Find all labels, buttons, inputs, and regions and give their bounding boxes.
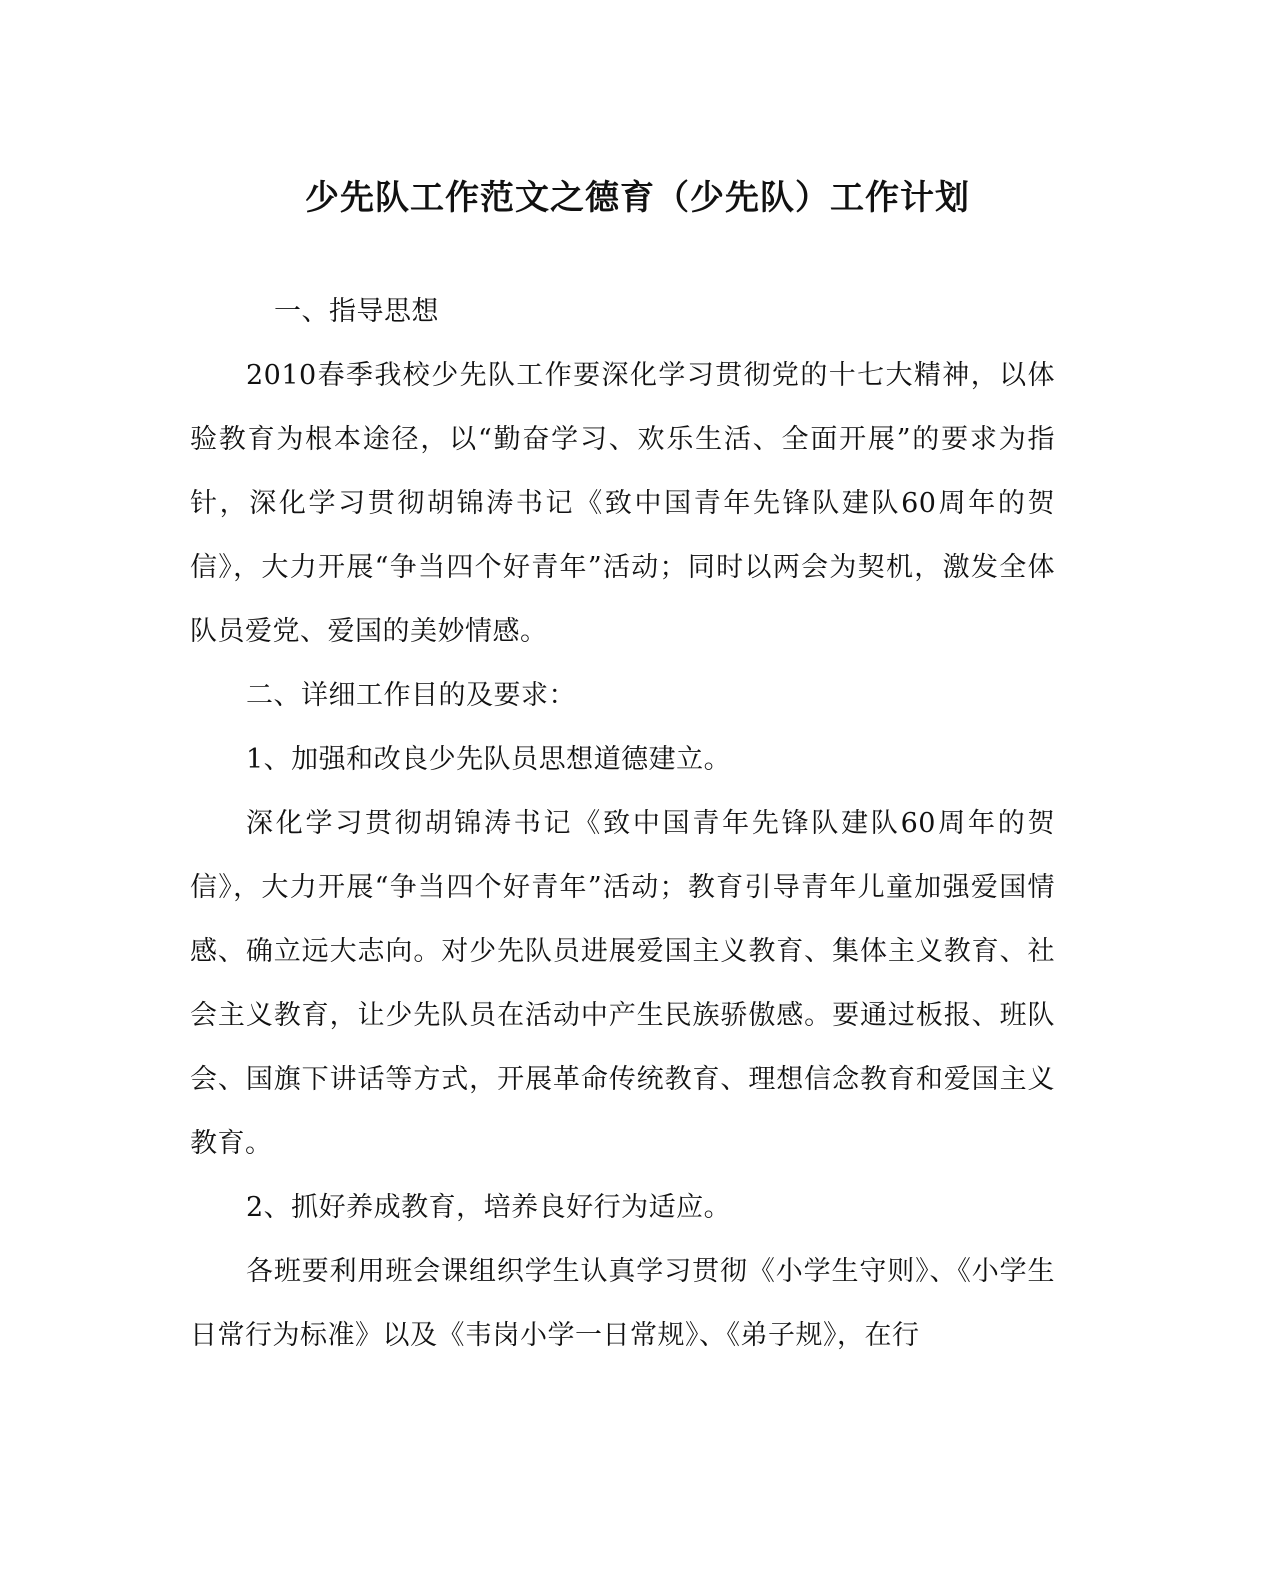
section-heading-goals: 二、详细工作目的及要求：	[246, 680, 576, 711]
paragraph-overview: 2010春季我校少先队工作要深化学习贯彻党的十七大精神，以体验教育为根本途径，以“勤奋学习、欢乐生活、全面开展”的要求为指针，深化学习贯彻胡锦涛书记《致中国青年先锋队建队60周年的贺信》，大力开展“争当四个好青年”活动；同时以两会为契机，激发全体队员爱党、爱国的美妙情感。	[190, 360, 1055, 647]
section-heading-guiding-ideology: 一、指导思想	[274, 296, 439, 327]
paragraph-habit-education: 各班要利用班会课组织学生认真学习贯彻《小学生守则》、《小学生日常行为标准》以及《韦岗小学一日常规》、《弟子规》，在行	[190, 1256, 1055, 1351]
subheading-habit-education: 2、抓好养成教育，培养良好行为适应。	[246, 1192, 732, 1223]
subheading-moral-education: 1、加强和改良少先队员思想道德建立。	[246, 744, 732, 775]
document-title: 少先队工作范文之德育（少先队）工作计划	[305, 178, 970, 218]
document-body	[190, 280, 1055, 1368]
paragraph-moral-education: 深化学习贯彻胡锦涛书记《致中国青年先锋队建队60周年的贺信》，大力开展“争当四个好青年”活动；教育引导青年儿童加强爱国情感、确立远大志向。对少先队员进展爱国主义教育、集体主义教育、社会主义教育，让少先队员在活动中产生民族骄傲感。要通过板报、班队会、国旗下讲话等方式，开展革命传统教育、理想信念教育和爱国主义教育。	[190, 808, 1055, 1159]
